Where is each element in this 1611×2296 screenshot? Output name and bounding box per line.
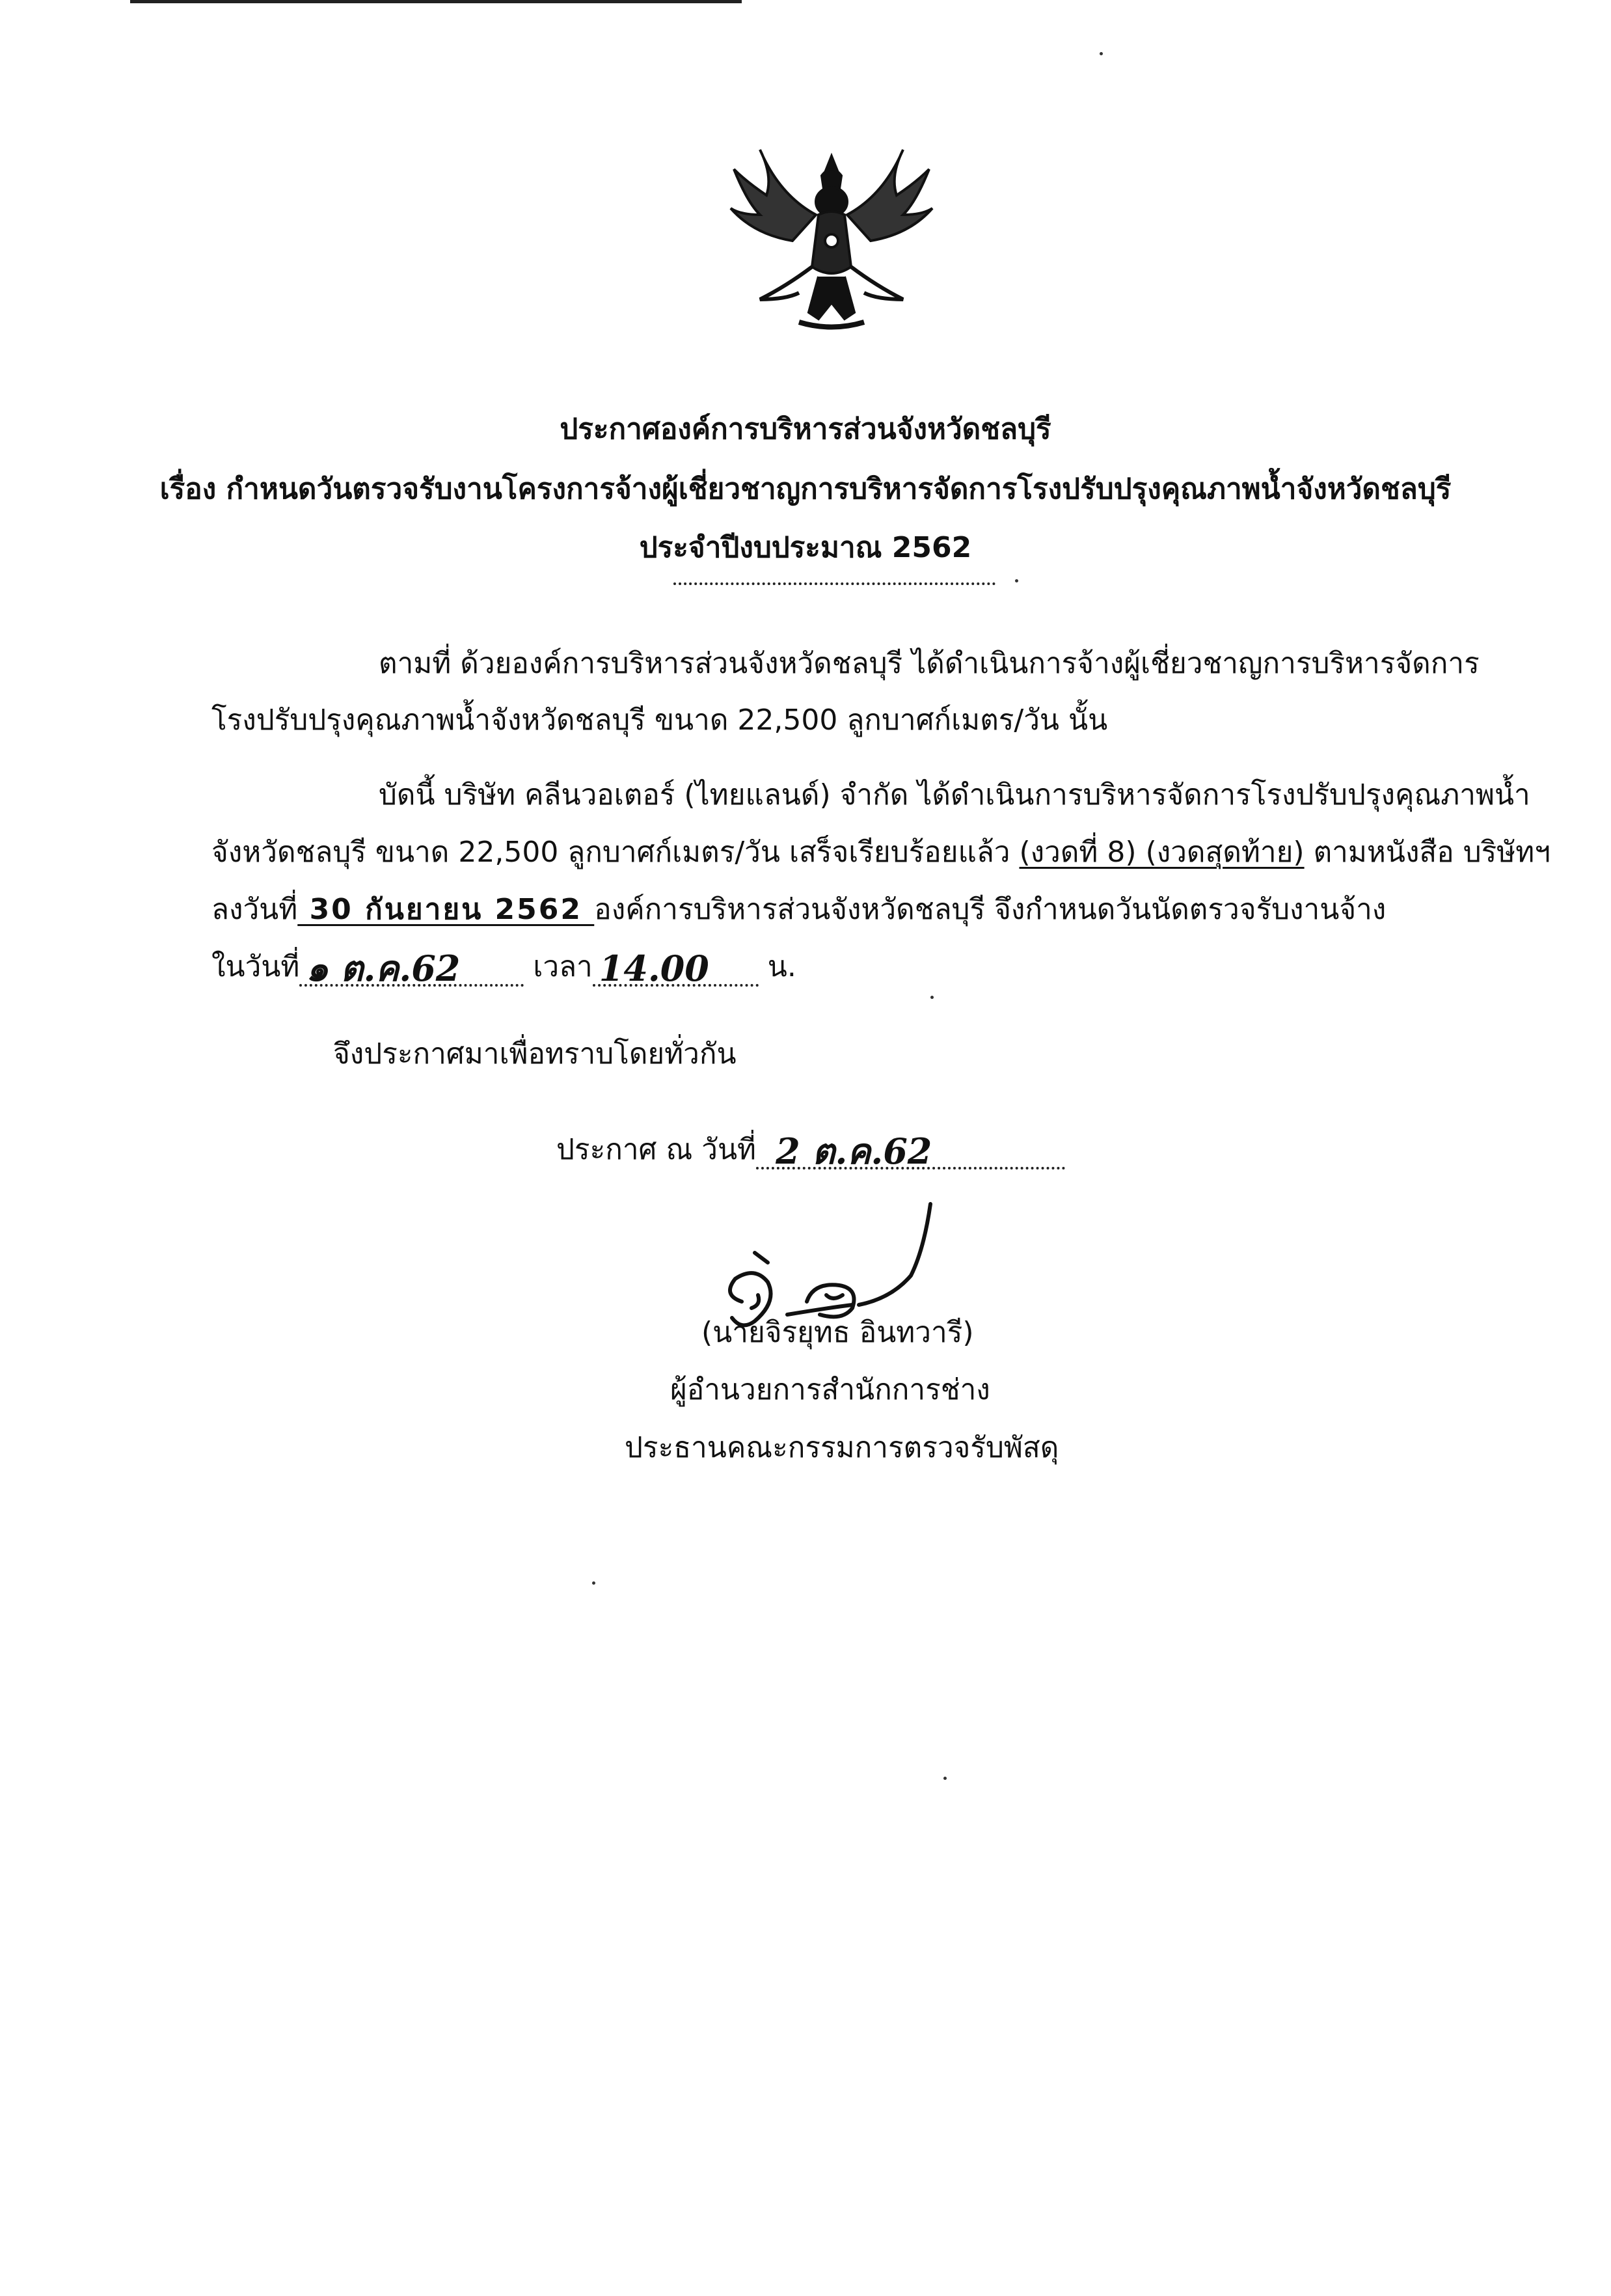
scan-speck [592,1581,595,1585]
announcement-date-handwritten: 2 ต.ค.62 [776,1130,932,1172]
inspection-date-handwritten: ๑ ต.ค.62 [306,948,461,989]
company-letter-date: 30 กันยายน 2562 [297,893,595,926]
announcement-date-label: ประกาศ ณ วันที่ [556,1133,757,1166]
title-divider [673,582,995,585]
signatory-name: (นายจิรยุทธ อินทวารี) [701,1316,974,1349]
inspection-time-handwritten: 14.00 [599,948,709,989]
announcement-subject: เรื่อง กำหนดวันตรวจรับงานโครงการจ้างผู้เชี่ยวชาญการบริหารจัดการโรงปรับปรุงคุณภาพน้ำจังหวัดชลบุรี [159,472,1452,506]
paragraph2-line4 [211,948,796,987]
inspection-date-label: ในวันที่ [211,950,300,983]
signatory-committee-role: ประธานคณะกรรมการตรวจรับพัสดุ [625,1431,1059,1464]
fiscal-year: ประจำปีงบประมาณ 2562 [639,531,972,564]
scan-edge-line [130,0,742,3]
announcement-date-line [556,1130,1065,1172]
paragraph1-line2: โรงปรับปรุงคุณภาพน้ำจังหวัดชลบุรี ขนาด 22,500 ลูกบาศก์เมตร/วัน นั้น [211,704,1108,737]
paragraph2-line3-tail: องค์การบริหารส่วนจังหวัดชลบุรี จึงกำหนดวันนัดตรวจรับงานจ้าง [594,893,1387,926]
paragraph2-line3 [211,890,1386,929]
inspection-time-label: เวลา [524,950,593,983]
announcement-title: ประกาศองค์การบริหารส่วนจังหวัดชลบุรี [560,413,1051,446]
announcement-date-field [756,1130,1065,1172]
inspection-date-field [299,948,524,987]
time-unit: น. [758,950,796,983]
scan-speck [943,1777,947,1780]
installment-note: (งวดที่ 8) (งวดสุดท้าย) [1019,836,1305,869]
paragraph2-line1: บัดนี้ บริษัท คลีนวอเตอร์ (ไทยแลนด์) จำกัด ได้ดำเนินการบริหารจัดการโรงปรับปรุงคุณภาพน้ำ [379,778,1530,812]
closing-statement: จึงประกาศมาเพื่อทราบโดยทั่วกัน [333,1037,737,1071]
signatory-position: ผู้อำนวยการสำนักการช่าง [670,1373,990,1406]
inspection-time-field [593,948,759,987]
garuda-emblem-icon [721,137,942,345]
paragraph2-line2-text: จังหวัดชลบุรี ขนาด 22,500 ลูกบาศก์เมตร/วัน เสร็จเรียบร้อยแล้ว [211,836,1020,869]
scan-speck [930,996,934,999]
scan-speck [1100,52,1103,55]
paragraph2-line2-tail: ตามหนังสือ บริษัทฯ [1304,836,1550,869]
paragraph1-line1: ตามที่ ด้วยองค์การบริหารส่วนจังหวัดชลบุรี ได้ดำเนินการจ้างผู้เชี่ยวชาญการบริหารจัดการ [379,647,1480,680]
paragraph2-line2 [211,833,1550,872]
scan-speck [1015,579,1018,582]
dated-label: ลงวันที่ [211,893,298,926]
